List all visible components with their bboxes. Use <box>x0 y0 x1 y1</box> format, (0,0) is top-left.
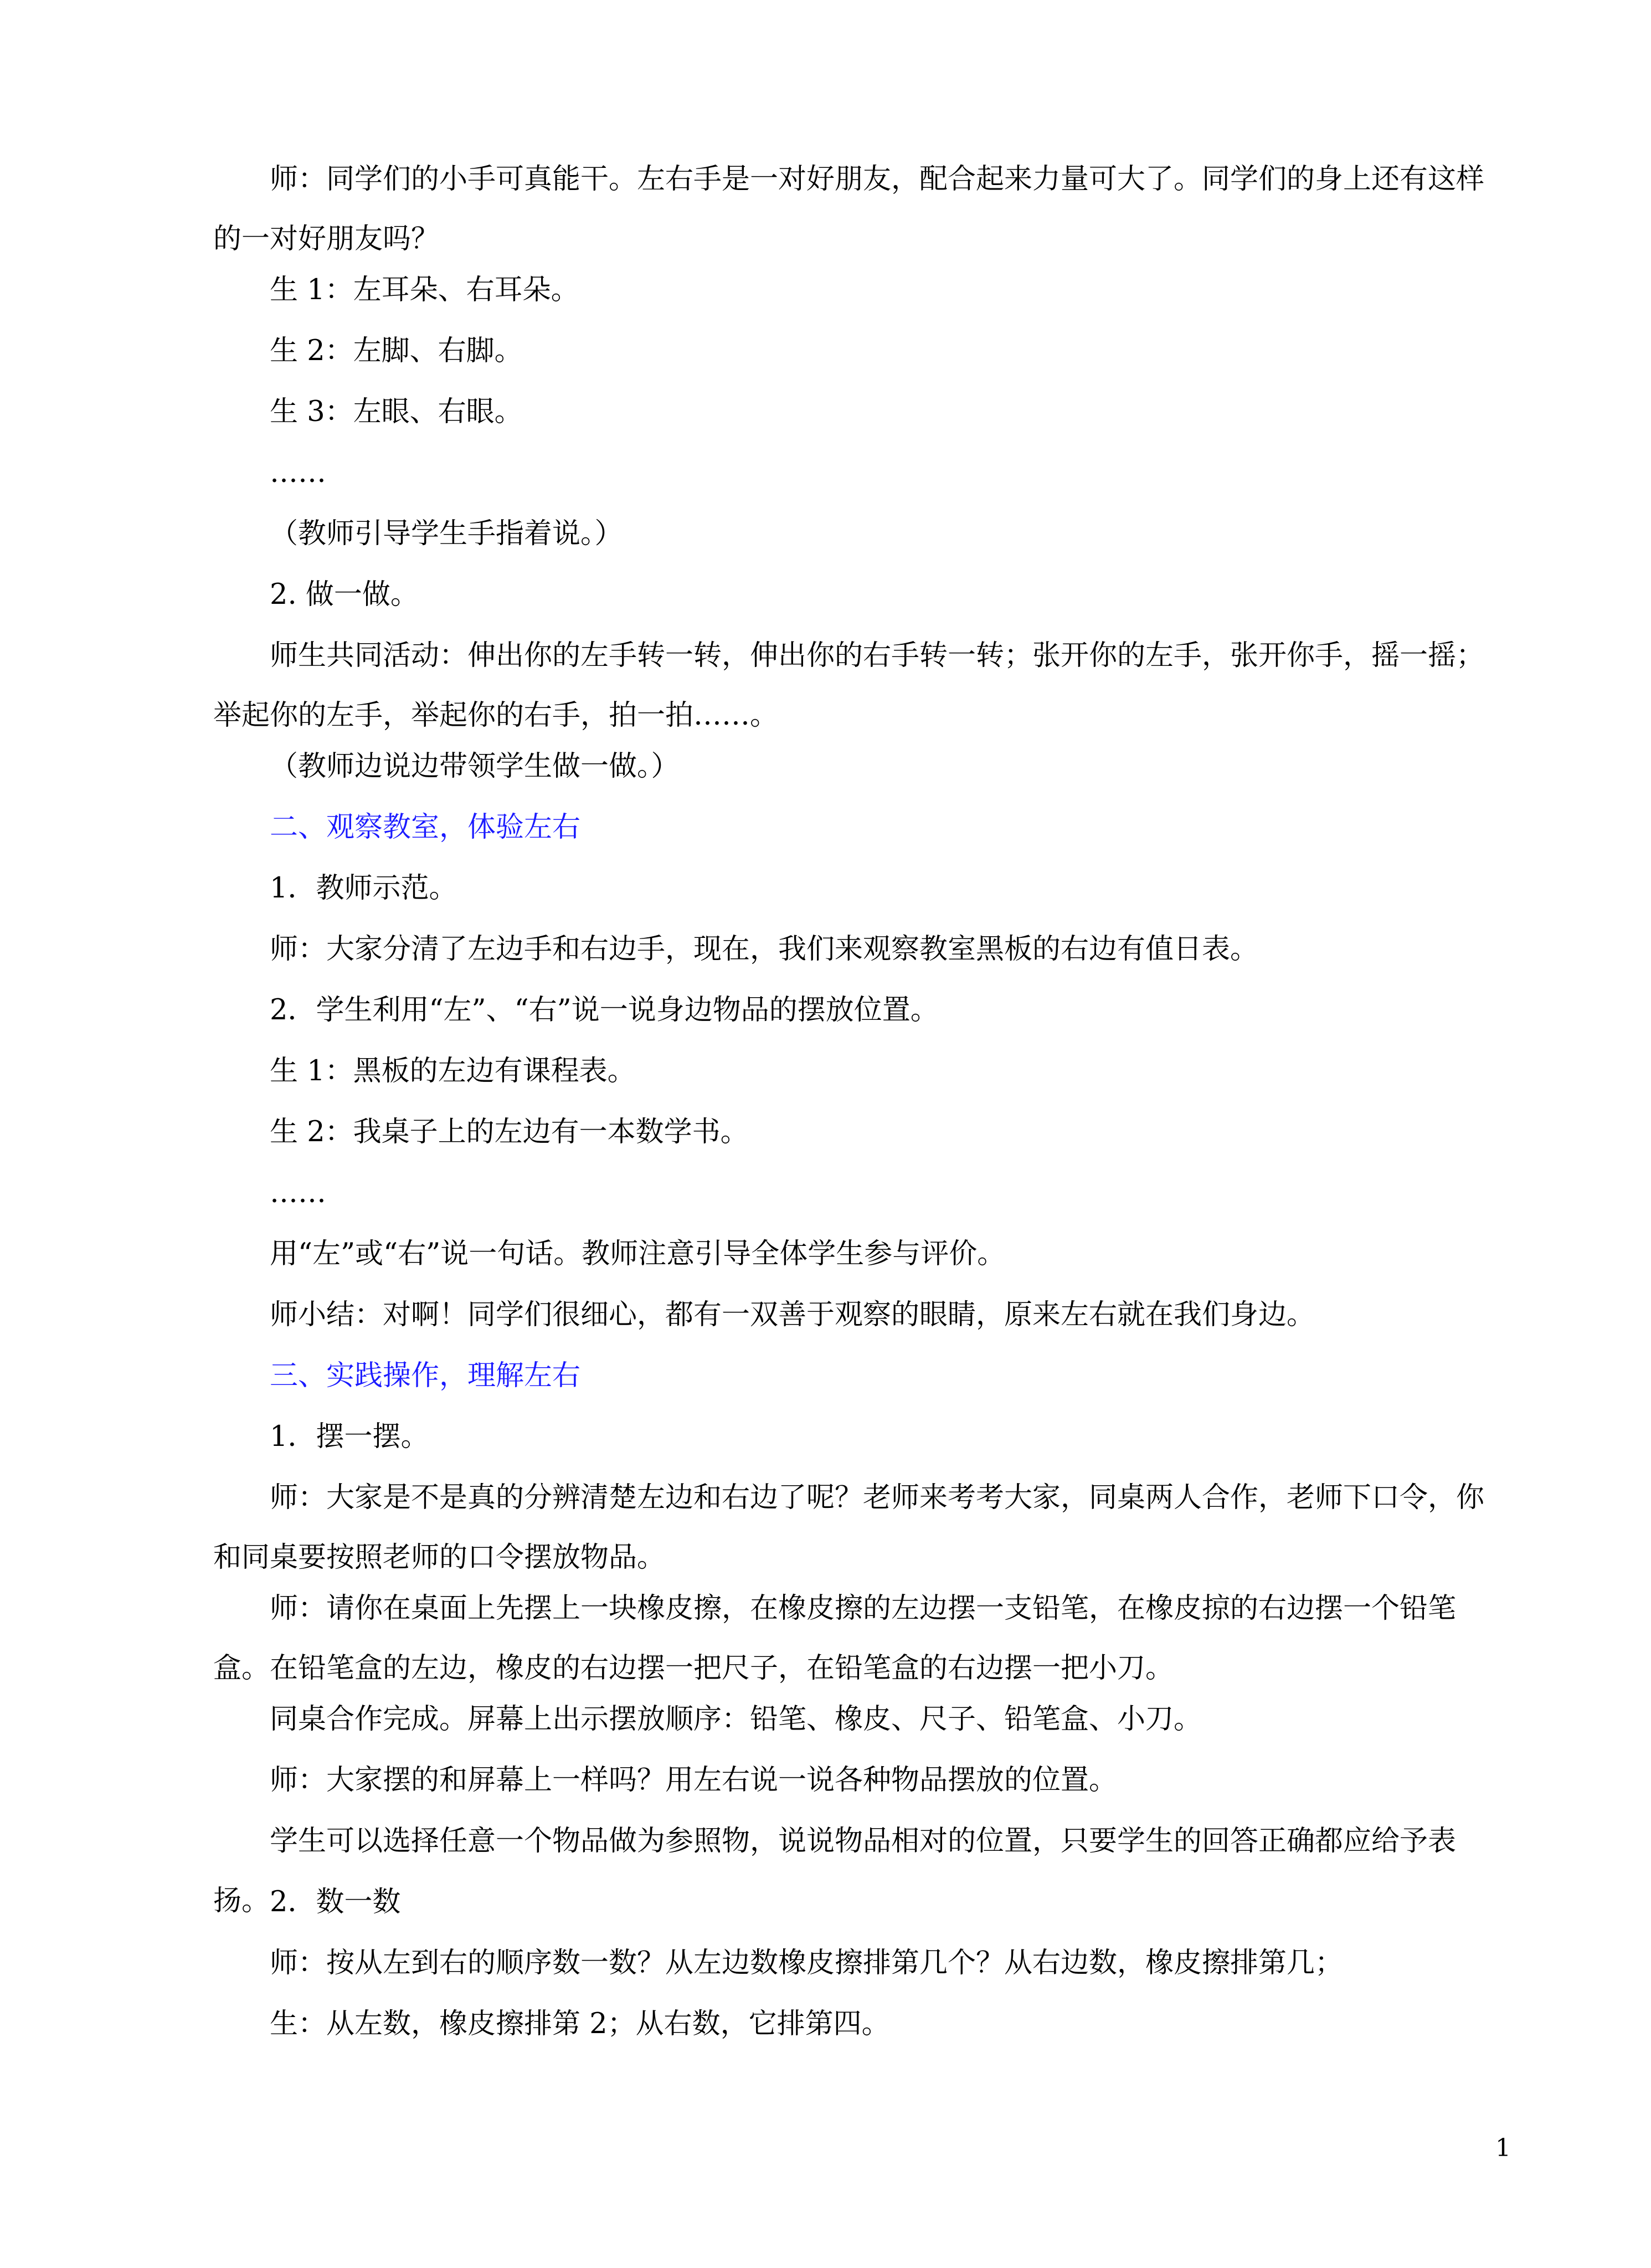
paragraph: 2．学生利用“左”、“右”说一说身边物品的摆放位置。 <box>270 994 939 1027</box>
paragraph: 生 1：左耳朵、右耳朵。 <box>270 274 579 306</box>
paragraph: 师：大家摆的和屏幕上一样吗？用左右说一说各种物品摆放的位置。 <box>270 1764 1118 1797</box>
paragraph: （教师边说边带领学生做一做。） <box>270 750 680 783</box>
paragraph: 生 2：左脚、右脚。 <box>270 335 523 367</box>
paragraph: 用“左”或“右”说一句话。教师注意引导全体学生参与评价。 <box>270 1238 1006 1270</box>
paragraph: 师：大家是不是真的分辨清楚左边和右边了呢？老师来考考大家，同桌两人合作，老师下口令，你和同桌要按照老师的口令摆放物品。 <box>213 1481 1485 1574</box>
paragraph: 师：按从左到右的顺序数一数？从左边数橡皮擦排第几个？从右边数，橡皮擦排第几； <box>270 1947 1344 1979</box>
paragraph: 师：请你在桌面上先摆上一块橡皮擦，在橡皮擦的左边摆一支铅笔，在橡皮掠的右边摆一个铅笔盒。在铅笔盒的左边，橡皮的右边摆一把尺子，在铅笔盒的右边摆一把小刀。 <box>213 1592 1457 1685</box>
paragraph: 生 2：我桌子上的左边有一本数学书。 <box>270 1116 749 1148</box>
paragraph: 师小结：对啊！同学们很细心，都有一双善于观察的眼睛，原来左右就在我们身边。 <box>270 1299 1315 1331</box>
page-number: 1 <box>1495 2134 1511 2162</box>
paragraph: 同桌合作完成。屏幕上出示摆放顺序：铅笔、橡皮、尺子、铅笔盒、小刀。 <box>270 1703 1202 1736</box>
paragraph: …… <box>270 456 326 489</box>
paragraph: 生：从左数，橡皮擦排第 2；从右数，它排第四。 <box>270 2008 890 2040</box>
paragraph: 生 1：黑板的左边有课程表。 <box>270 1055 636 1087</box>
paragraph: 生 3：左眼、右眼。 <box>270 396 523 428</box>
paragraph: 1．摆一摆。 <box>270 1420 429 1453</box>
paragraph: 师：同学们的小手可真能干。左右手是一对好朋友，配合起来力量可大了。同学们的身上还有这样的一对好朋友吗？ <box>213 163 1485 255</box>
paragraph: 2．数一数 <box>270 1886 401 1918</box>
paragraph: 学生可以选择任意一个物品做为参照物，说说物品相对的位置，只要学生的回答正确都应给予表扬。 <box>213 1825 1457 1917</box>
paragraph: 1．教师示范。 <box>270 872 457 905</box>
section-heading: 二、观察教室，体验左右 <box>270 811 581 844</box>
paragraph: 2. 做一做。 <box>270 578 419 611</box>
paragraph: （教师引导学生手指着说。） <box>270 517 623 550</box>
paragraph: 师：大家分清了左边手和右边手，现在，我们来观察教室黑板的右边有值日表。 <box>270 933 1259 966</box>
paragraph: …… <box>270 1177 326 1209</box>
paragraph: 师生共同活动：伸出你的左手转一转，伸出你的右手转一转；张开你的左手，张开你手，摇一摇；举起你的左手，举起你的右手，拍一拍……。 <box>213 639 1485 732</box>
section-heading: 三、实践操作，理解左右 <box>270 1359 581 1392</box>
